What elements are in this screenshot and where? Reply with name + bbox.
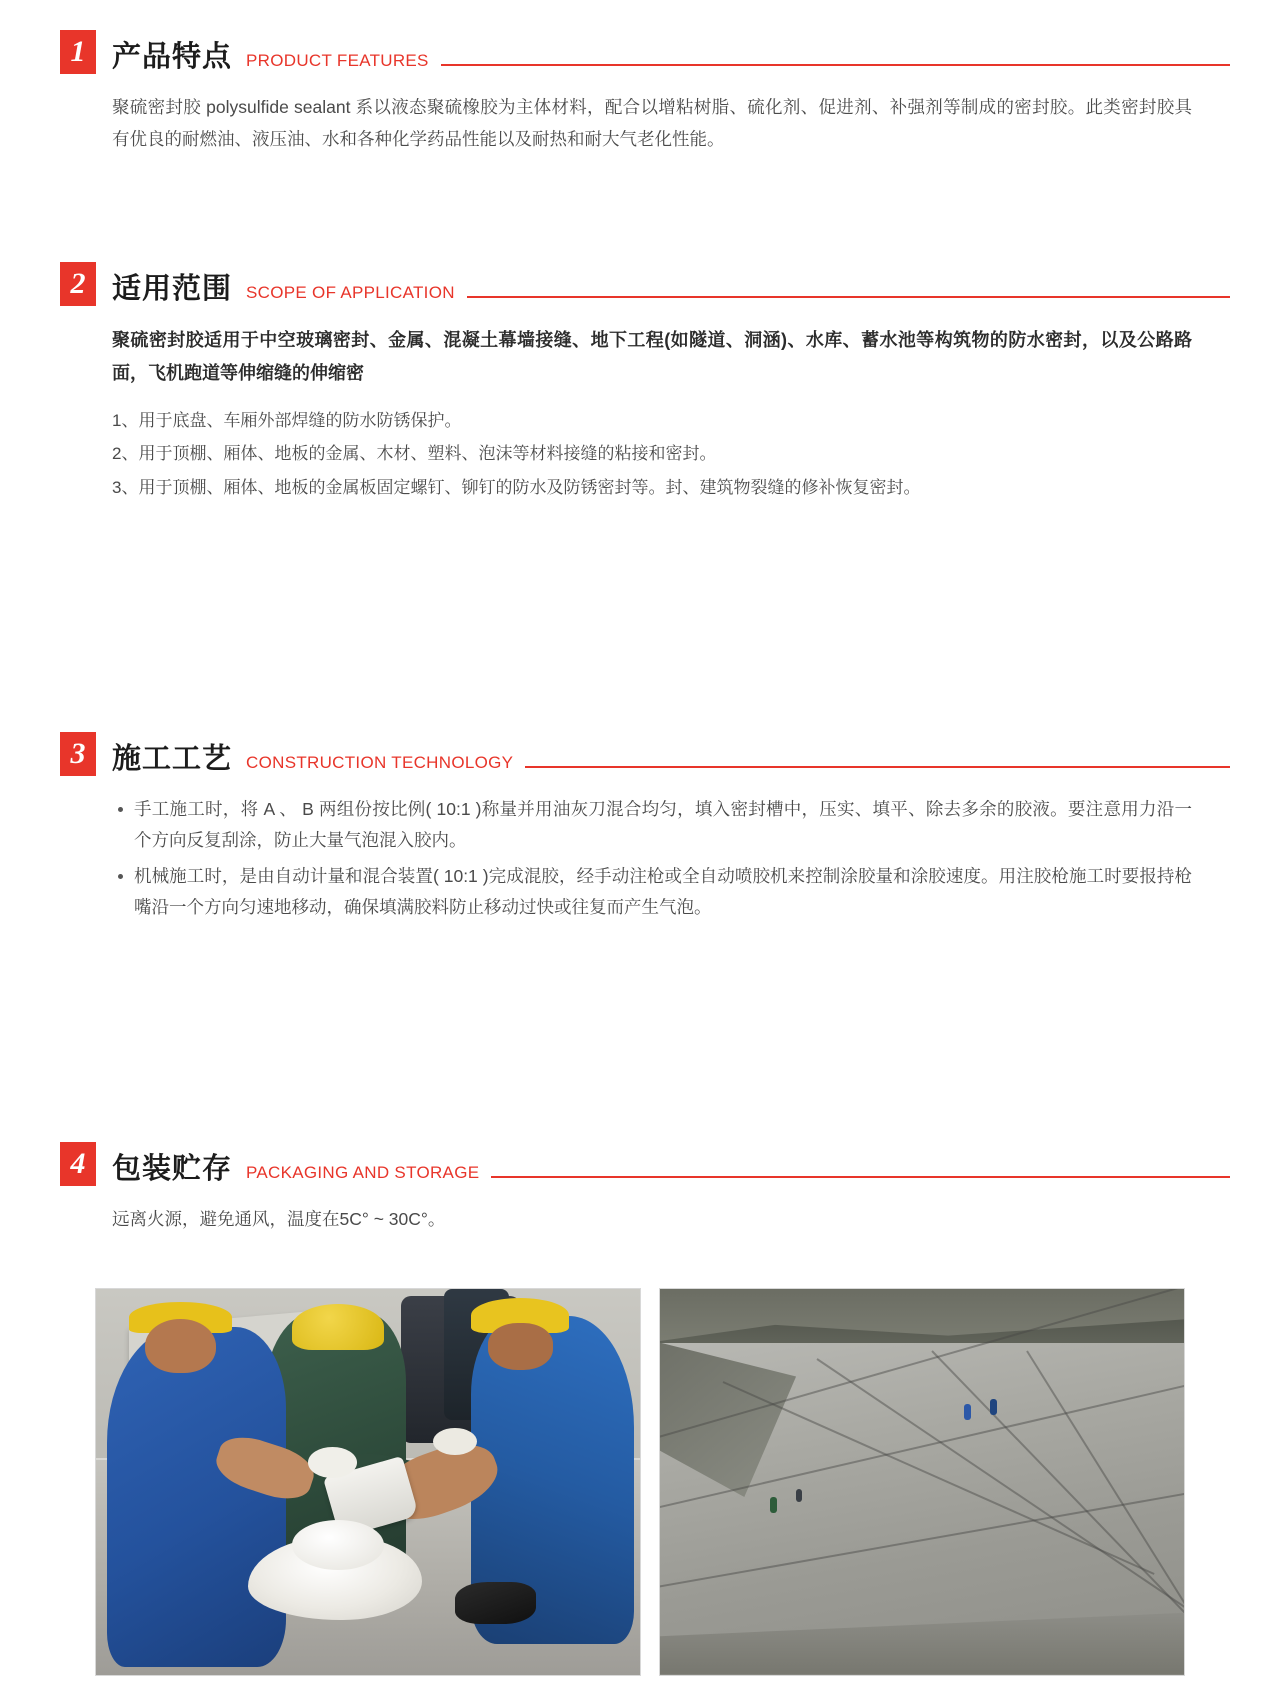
list-item: 手工施工时，将 A 、 B 两组份按比例( 10:1 )称量并用油灰刀混合均匀，填入密封槽中，压实、填平、除去多余的胶液。要注意用力沿一个方向反复刮涂，防止大量气泡混入胶内。 <box>134 794 1192 857</box>
section-title-en: SCOPE OF APPLICATION <box>246 282 455 302</box>
section-number-badge: 4 <box>60 1142 96 1186</box>
distant-worker <box>990 1399 997 1415</box>
section-header <box>0 262 1280 306</box>
work-glove <box>433 1428 477 1455</box>
section-number-badge: 2 <box>60 262 96 306</box>
workers-mixing-sealant-photo <box>95 1288 641 1676</box>
section-header <box>0 30 1280 74</box>
scope-item: 1、用于底盘、车厢外部焊缝的防水防锈保护。 <box>112 411 462 431</box>
black-material-bag <box>455 1582 537 1624</box>
reservoir-slope-construction-photo <box>659 1288 1185 1676</box>
worker-left <box>107 1327 286 1667</box>
header-rule <box>441 64 1230 66</box>
white-sealant-pile <box>292 1520 384 1570</box>
section-number-badge: 3 <box>60 732 96 776</box>
section-title-en: PRODUCT FEATURES <box>246 51 429 70</box>
work-glove <box>308 1447 357 1478</box>
section-title-en: PACKAGING AND STORAGE <box>246 1162 480 1182</box>
technology-bullet-list <box>112 794 1192 924</box>
section-body <box>0 324 1280 504</box>
section-scope-of-application <box>0 262 1280 504</box>
header-rule <box>525 766 1230 768</box>
list-item: 机械施工时，是由自动计量和混合装置( 10:1 )完成混胶，经手动注枪或全自动喷胶机来控制涂胶量和涂胶速度。用注胶枪施工时要报持枪嘴沿一个方向匀速地移动，确保填满胶料防止移动过快或往复而产生气泡。 <box>134 861 1192 924</box>
scope-item: 3、用于顶棚、厢体、地板的金属板固定螺钉、铆钉的防水及防锈密封等。封、建筑物裂缝的修补恢复密封。 <box>112 477 921 497</box>
scope-item: 2、用于顶棚、厢体、地板的金属、木材、塑料、泡沫等材料接缝的粘接和密封。 <box>112 444 717 464</box>
paragraph: 聚硫密封胶 polysulfide sealant 系以液态聚硫橡胶为主体材料，配合以增粘树脂、硫化剂、促进剂、补强剂等制成的密封胶。此类密封胶具有优良的耐燃油、液压油、水和各种化学药品性能以及耐热和耐大气老化性能。 <box>112 97 1192 149</box>
worker-head <box>145 1319 216 1373</box>
section-title-cn: 施工工艺 <box>112 742 233 775</box>
section-title-cn: 包装贮存 <box>112 1152 233 1185</box>
section-header <box>0 732 1280 776</box>
paragraph: 远离火源，避免通风，温度在5C° ~ 30C°。 <box>112 1208 446 1229</box>
section-product-features <box>0 0 1280 156</box>
header-rule <box>491 1176 1230 1178</box>
section-number-badge: 1 <box>60 30 96 74</box>
hard-hat-icon <box>292 1304 384 1350</box>
scope-lead-paragraph: 聚硫密封胶适用于中空玻璃密封、金属、混凝土幕墙接缝、地下工程(如隧道、洞涵)、水库、蓄水池等构筑物的防水密封，以及公路路面，飞机跑道等伸缩缝的伸缩密 <box>112 329 1192 383</box>
worker-head <box>488 1323 553 1369</box>
photo-gallery <box>0 1288 1280 1706</box>
section-body <box>0 92 1280 156</box>
section-packaging-and-storage <box>0 1142 1280 1236</box>
section-construction-technology <box>0 732 1280 924</box>
section-title-en: CONSTRUCTION TECHNOLOGY <box>246 752 514 772</box>
distant-worker <box>796 1489 802 1502</box>
section-title-cn: 产品特点 <box>112 41 233 74</box>
section-title-cn: 适用范围 <box>112 272 233 305</box>
distant-worker <box>770 1497 777 1513</box>
section-body <box>0 794 1280 924</box>
section-body <box>0 1204 1280 1236</box>
section-header <box>0 1142 1280 1186</box>
distant-worker <box>964 1404 971 1420</box>
header-rule <box>467 296 1230 298</box>
